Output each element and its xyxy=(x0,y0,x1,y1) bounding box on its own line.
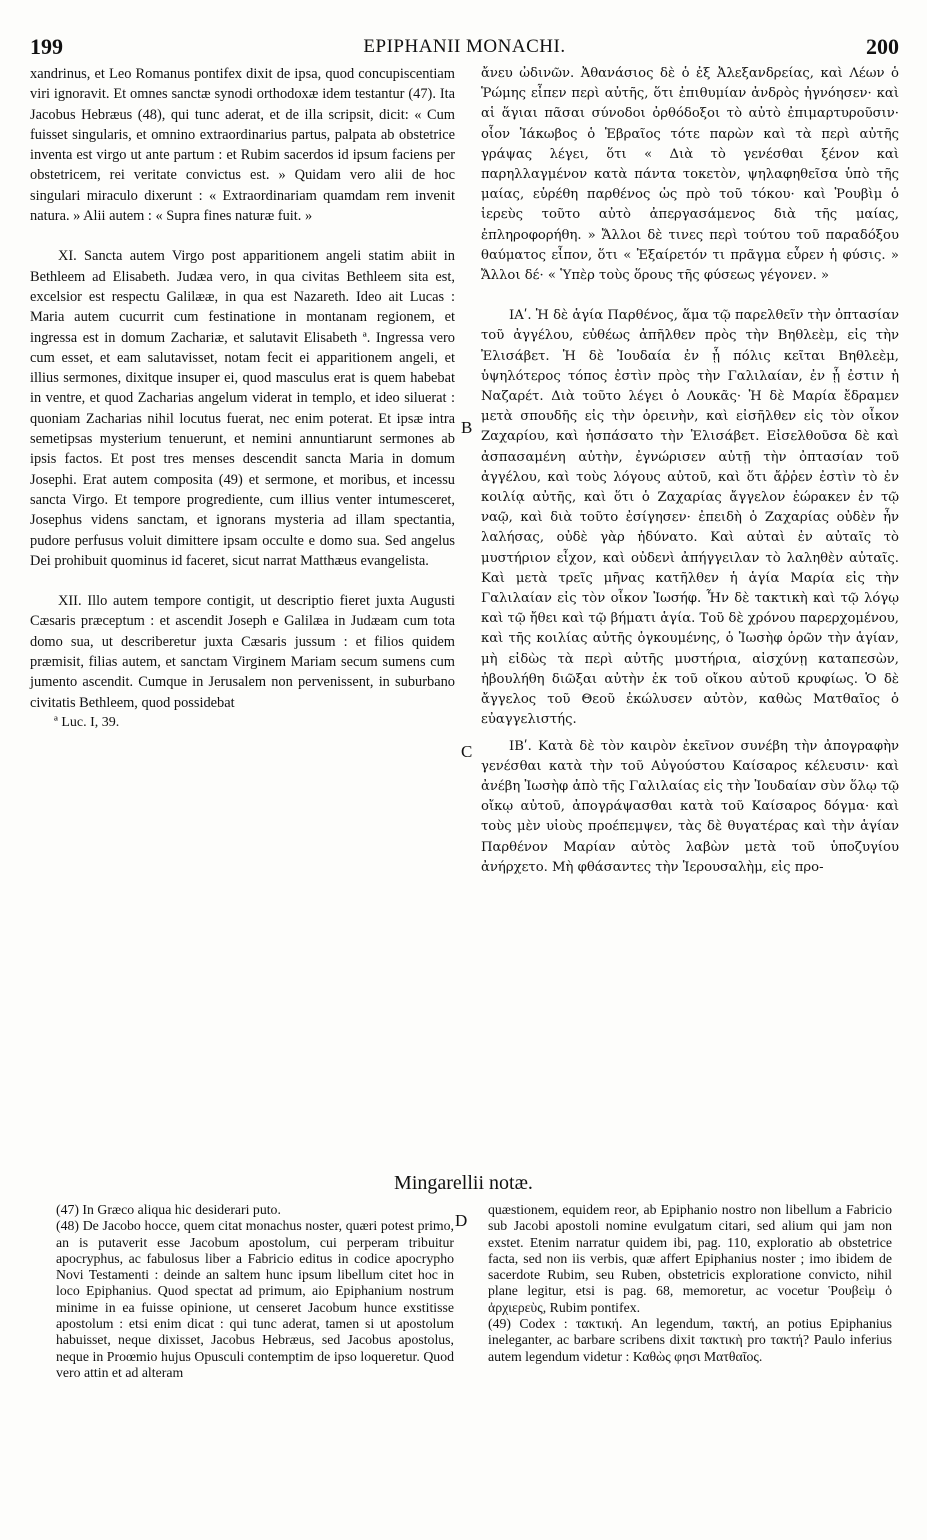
greek-paragraph-ia: ΙΑʹ. Ἡ δὲ ἁγία Παρθένος, ἅμα τῷ παρελθεῖν τὴν ὀπτασίαν τοῦ ἀγγέλου, εὐθέως ἀπῆλθεν πρὸς τὴν Βηθλεὲμ, εἰς τὴν Ἐλισάβετ. Ἡ δὲ Ἰουδαία ἐν ᾗ πόλις κεῖται Βηθλεὲμ, ὑψηλότερος τόπος ἐστὶν πρὸς τὴν Γαλιλαίαν, ἐν ᾗ ἐστιν ἡ Ναζαρέτ. Διὰ τοῦτο λέγει ὁ Λουκᾶς· Ἡ δὲ Μαρία ἔδραμεν μετὰ σπουδῆς εἰς τὴν ὀρεινὴν, καὶ εἰσῆλθεν εἰς τὸν οἶκον Ζαχαρίου, καὶ ἠσπάσατο τὴν Ἐλισάβετ. Εἰσελθοῦσα δὲ καὶ ἀσπασαμένη αὐτὴν, ἐγνώρισεν αὐτῇ τὴν ὀπτασίαν τοῦ ἀγγέλου, καὶ τοὺς λόγους αὐτοῦ, καὶ ὅτι ἄῤῥεν ἐστὶν τὸ ἐν κοιλίᾳ αὐτῆς, καὶ ὅτι ὁ Ζαχαρίας ἄγγελον ἑώρακεν ἐν τῷ ναῷ, καὶ διὰ τοῦτο ἐσίγησεν· ἐπειδὴ ὁ Ζαχαρίας οὐδὲν ἦν λαλήσας, οὐδὲ γὰρ ἠδύνατο. Καὶ αὐταὶ ἐν αὐταῖς τὸ μυστήριον εἶχον, καὶ οὐδενὶ ἀπήγγειλαν τὸ λαληθὲν αὐταῖς. Καὶ μετὰ τρεῖς μῆνας κατῆλθεν ἡ ἁγία Μαρία εἰς τὴν Γαλιλαίαν εἰς τὸν οἶκον Ἰωσήφ. Ἦν δὲ τακτικὴ καὶ τῷ λόγῳ καὶ τῷ ἤθει καὶ τῷ βήματι ἁγία. Τοῦ δὲ χρόνου παρερχομένου, καὶ τῆς κοιλίας αὐτῆς ὀγκουμένης, ὁ Ἰωσὴφ ὁρῶν τὴν ἁγίαν, μὴ εἰδὼς τὰ περὶ αὐτῆς μυστήρια, αἰσχύνῃ καταπεσὼν, ἠβουλήθη διῶξαι αὐτὴν ἐκ τοῦ οἴκου αὐτοῦ κρυφίως. Ὁ δὲ ἄγγελος τοῦ Θεοῦ ἐκώλυσεν αὐτὸν, καθὼς Ματθαῖος ὁ εὐαγγελιστής. xyxy=(481,308,899,728)
margin-marker-d: D xyxy=(455,1211,468,1230)
note-48-continued: quæstionem, equidem reor, ab Epiphanio nostro non libellum a Fabricio sub Jacobi apostoli nomine evulgatum citari, sed alium qui jam non exstet. Etenim narratur quidem ibi, pag. 110, exploratio ab obstetrice facta, sed non iis verbis, quæ affert Epiphanius noster ; imo ibidem de sacerdote Rubim, seu Ruben, obstetricis exploratione convicto, nihil plane legitur, etsi is pag. 68, memoretur, ac vocetur Ῥουβεὶμ ὁ ἀρχιερεὺς, Rubim pontifex. xyxy=(488,1202,892,1315)
latin-footnote: ª Luc. I, 39. xyxy=(54,714,120,730)
right-page-number: 200 xyxy=(866,34,899,59)
latin-paragraph-xii: XII. Illo autem tempore contigit, ut descriptio fieret juxta Augusti Cæsaris præceptum : et ascendit Joseph e Galilæa in Judæam cum tota domo sua, ut describeretur juxta Cæsaris jussum : et filios quidem præmisit, filias autem, et sanctam Virginem Mariam secum sumens cum jumento ascendit. Cumque in Jerusalem non pervenissent, in suburbano civitatis Bethleem, quod possidebat xyxy=(30,593,455,711)
latin-paragraph-1: xandrinus, et Leo Romanus pontifex dixit de ipsa, quod concupiscentiam viri ignoravit. Et omnes sanctæ synodi orthodoxæ idem testantur (47). Ita Jacobus Hebræus (48), qui tunc aderat, et de illa scripsit, dicit: « Cum fuisset singularis, et omnino extraordinarius partus, palpata ab obstetrice inventa est virgo ut ante partum : et Rubim sacerdos id ipsum faciens per obstetricem, rei veritate convictus est. » Quidam vero alii de hoc singulari miraculo dixerunt : « Extraordinariam quamdam rem invenit natura. » Alii autem : « Supra fines naturæ fuit. » xyxy=(30,66,455,225)
notes-left-column xyxy=(56,1202,454,1381)
notes-heading: Mingarellii notæ. xyxy=(394,1172,533,1194)
notes-right-column xyxy=(474,1202,892,1365)
note-49: (49) Codex : τακτική. An legendum, τακτή, an potius Epiphanius ineleganter, ac barbare scribens dixit τακτικὴ pro τακτή? Paulo inferius autem legendum videtur : Καθὼς φησι Ματθαῖος. xyxy=(488,1316,892,1364)
margin-marker-c: C xyxy=(461,742,473,761)
greek-paragraph-1: ἄνευ ὠδινῶν. Ἀθανάσιος δὲ ὁ ἐξ Ἀλεξανδρείας, καὶ Λέων ὁ Ῥώμης εἶπεν περὶ αὐτῆς, ὅτι ἐπιθυμίαν ἀνδρὸς ἠγνόησεν· καὶ αἱ ἅγιαι πᾶσαι σύνοδοι ὀρθόδοξοι τὸ αὐτὸ ἐπιμαρτυροῦσιν· οἷον Ἰάκωβος ὁ Ἑβραῖος τότε παρὼν καὶ τὰ περὶ αὐτῆς γράψας λέγει, ὅτι « Διὰ τὸ γενέσθαι ξένον καὶ παρηλλαγμένον κατὰ πάντα τοκετὸν, ψηλαφηθεῖσα ὑπὸ τῆς μαίας, εὑρέθη παρθένος ὡς πρὸ τοῦ τόκου· καὶ Ῥουβὶμ ὁ ἱερεὺς τοῦτο αὐτὸ ἀπεργασάμενος διὰ τῆς μαίας, ἐπληροφορήθη. » Ἄλλοι δὲ τινες περὶ τούτου τοῦ παραδόξου θαύματος εἶπον, ὅτι « Ἐξαίρετόν τι πρᾶγμα εὗρεν ἡ φύσις. » Ἄλλοι δέ· « Ὑπὲρ τοὺς ὅρους τῆς φύσεως γέγονεν. » xyxy=(481,66,899,284)
note-48: (48) De Jacobo hocce, quem citat monachus noster, quæri potest primo, an is putaverit esse Jacobum apostolum, cui perperam tribuitur apocryphus, ac fabulosus liber a Fabricio editus in codice apocrypho Novi Testamenti : deinde an saltem hunc ipsum libellum citet hoc in loco Epiphanius. Quod spectat ad primum, aio Epiphanium nostrum minime in ea fuisse opinione, ut censeret Jacobum hunce exstitisse apostolum : etsi enim dicat : qui tunc aderat, tamen si ut apostolum habuisset, neque dixisset, Jacobus Hebræus, sed Jacobus apostolus, neque in Proœmio hujus Opusculi contemptim de ipso loqueretur. Quod vero attin et ad alteram xyxy=(56,1218,454,1380)
greek-paragraph-ib: ΙΒʹ. Κατὰ δὲ τὸν καιρὸν ἐκεῖνον συνέβη τὴν ἀπογραφὴν γενέσθαι κατὰ τὴν τοῦ Αὐγούστου Καίσαρος κέλευσιν· καὶ ἀνέβη Ἰωσὴφ ἀπὸ τῆς Γαλιλαίας εἰς τὴν Ἰουδαίαν σὺν ὅλῳ τῷ οἴκῳ αὐτοῦ, ἀπογράψασθαι κατὰ τοῦ Καίσαρος δόγμα· καὶ τοὺς μὲν υἱοὺς προέπεμψεν, τὰς δὲ θυγατέρας καὶ τὴν ἁγίαν Παρθένον Μαρίαν αὐτὸς λαβὼν μετὰ τοῦ ὑποζυγίου ἀνήρχετο. Μὴ φθάσαντες τὴν Ἱερουσαλὴμ, εἰς προ- xyxy=(481,738,899,875)
note-47: (47) In Græco aliqua hic desiderari puto. xyxy=(56,1202,281,1217)
running-title: EPIPHANII MONACHI. xyxy=(363,36,566,57)
latin-paragraph-xi: XI. Sancta autem Virgo post apparitionem angeli statim abiit in Bethleem ad Elisabeth. Judæa vero, in qua civitas Bethleem sita est, excelsior est respectu Galilææ, in qua est Nazareth. Ideo ait Lucas : Maria autem cucurrit cum festinatione in montanam regionem, et ingressa est in domum Zachariæ, et salutavit Elisabeth ª. Ingressa vero cum esset, et eam salutavisset, notam fecit ei apparitionem angeli, et illius sermones, dixitque insuper ei, quod masculus erat is quem habebat in ventre, et quod Zacharias angelum viderat in templo, et ideo siluerat : quoniam Zacharias nihil locutus fuerat, nec enim poterat. Et ipsæ intra semetipsas mysterium tenuerunt, et nemini annuntiarunt sermones ab ipsis factos. Et post tres menses descendit sancta Maria in domum Josephi. Erat autem composita (49) et sermone, et moribus, et incessu sancta Virgo. Et tempore progrediente, cum illius venter intumesceret, Josephus videns sanctam, et ignorans mysteria ad illam spectantia, pudore perfusus voluit dimittere ipsam occulte e domo sua. Sed angelus Dei prohibuit quominus id faceret, sicut narrat Matthæus evangelista. xyxy=(30,248,455,569)
left-page-number: 199 xyxy=(30,34,63,59)
running-header xyxy=(30,34,899,62)
latin-column xyxy=(30,64,455,733)
greek-column xyxy=(481,64,899,878)
margin-marker-b: B xyxy=(461,418,473,437)
